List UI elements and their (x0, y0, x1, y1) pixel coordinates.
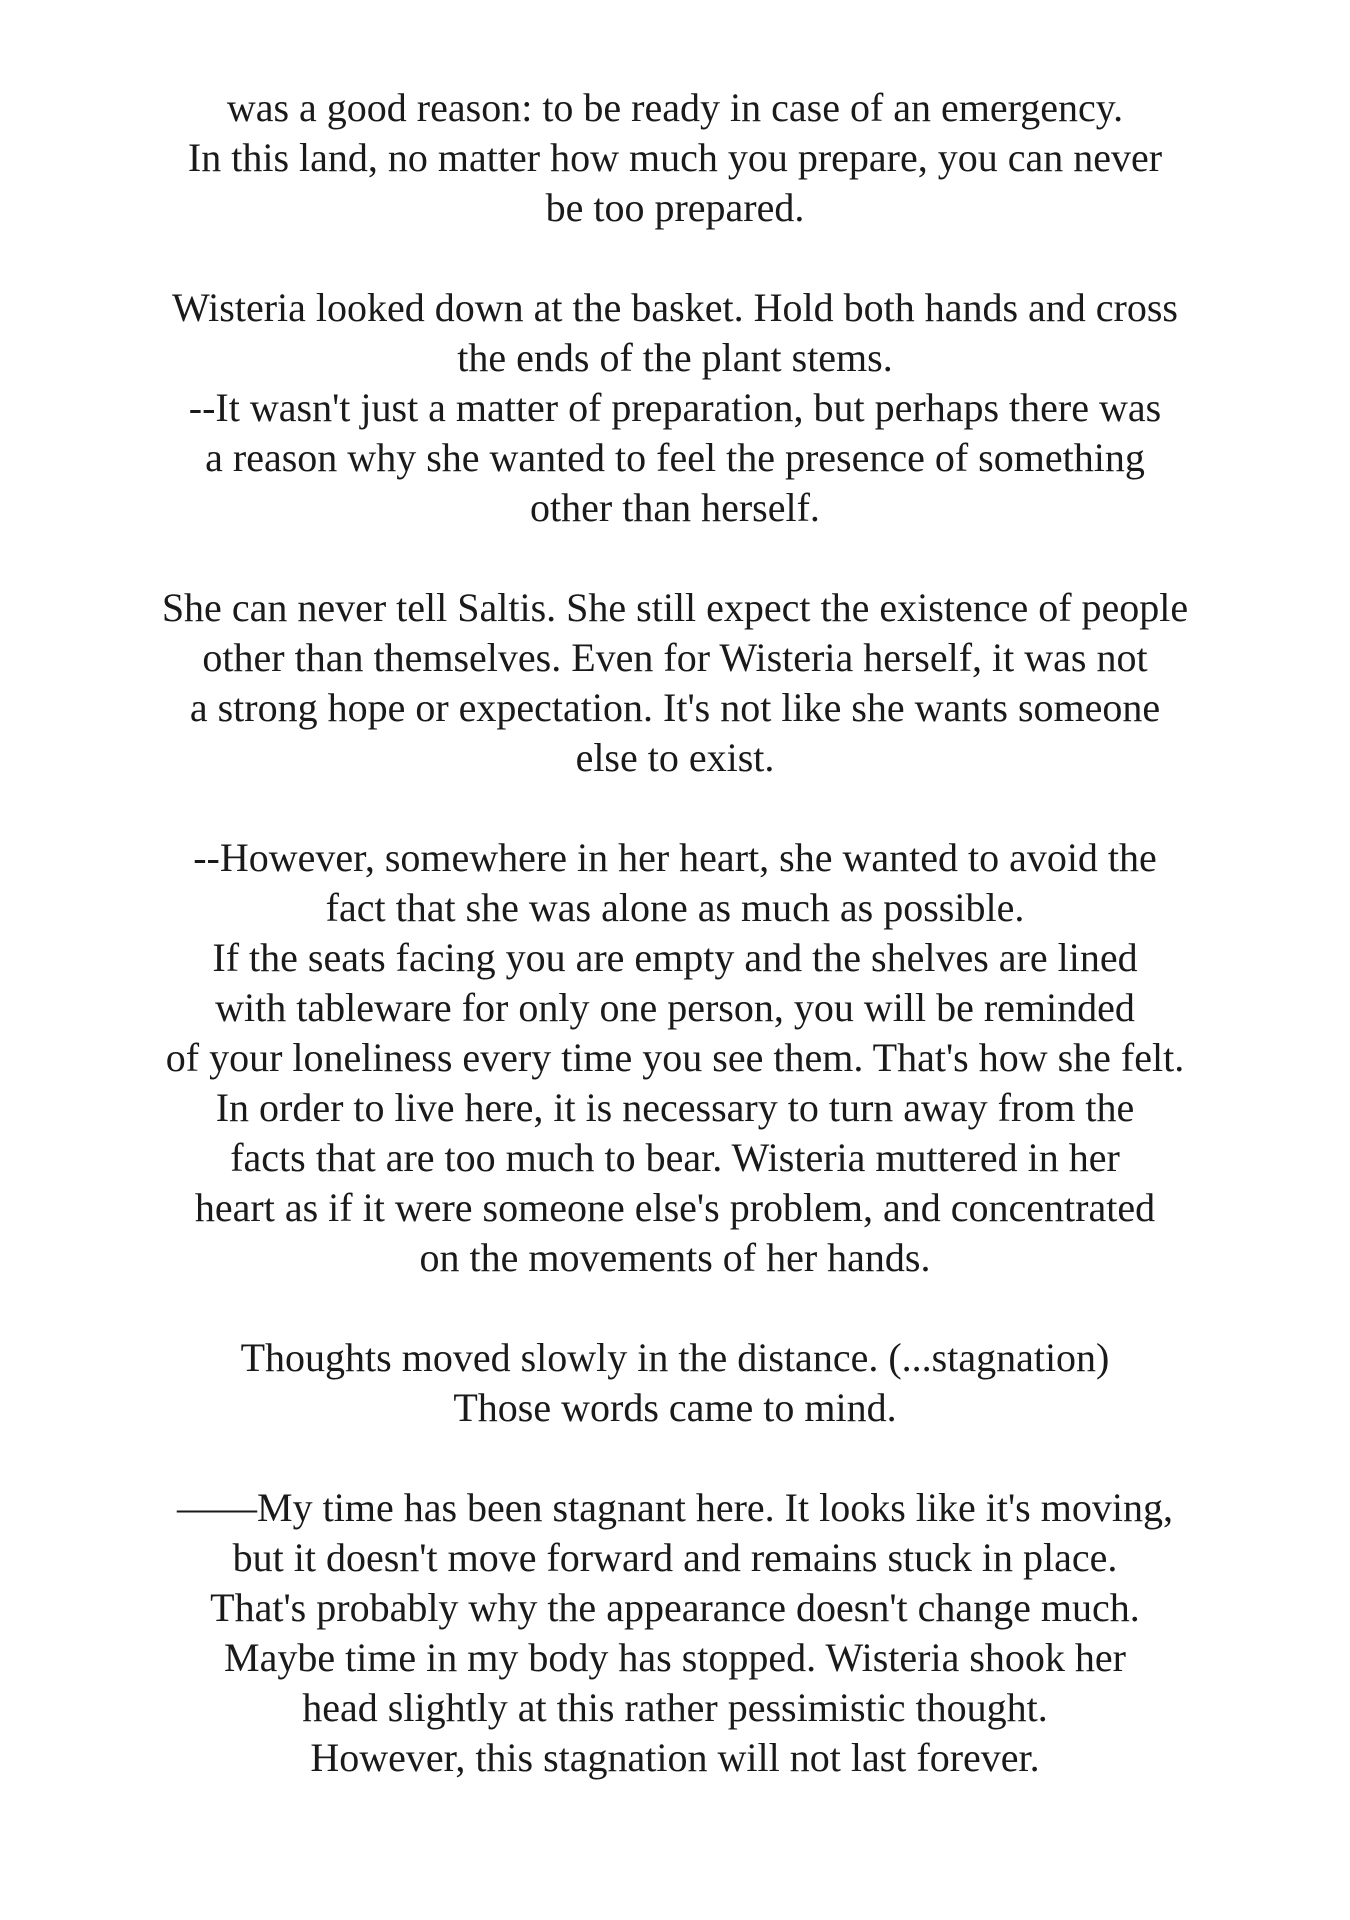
paragraph (0, 1333, 1350, 1433)
paragraph (0, 583, 1350, 783)
text-line: of your loneliness every time you see them. That's how she felt. (165, 1035, 1185, 1080)
text-line: Those words came to mind. (453, 1385, 897, 1430)
text-line: In order to live here, it is necessary to turn away from the (215, 1085, 1135, 1130)
text-line: but it doesn't move forward and remains stuck in place. (232, 1535, 1118, 1580)
text-line: with tableware for only one person, you will be reminded (215, 985, 1135, 1030)
text-line: facts that are too much to bear. Wisteria muttered in her (230, 1135, 1120, 1180)
text-line: ——My time has been stagnant here. It looks like it's moving, (177, 1485, 1173, 1530)
text-line: the ends of the plant stems. (457, 335, 893, 380)
paragraph (0, 1483, 1350, 1783)
text-line: She can never tell Saltis. She still expect the existence of people (161, 585, 1189, 630)
text-line: other than herself. (530, 485, 820, 530)
text-line: a reason why she wanted to feel the presence of something (205, 435, 1145, 480)
text-line: --However, somewhere in her heart, she wanted to avoid the (193, 835, 1157, 880)
text-line: However, this stagnation will not last forever. (310, 1735, 1040, 1780)
text-line: be too prepared. (545, 185, 805, 230)
text-line: on the movements of her hands. (419, 1235, 931, 1280)
text-line: That's probably why the appearance doesn't change much. (210, 1585, 1140, 1630)
text-line: In this land, no matter how much you prepare, you can never (187, 135, 1163, 180)
text-line: a strong hope or expectation. It's not like she wants someone (189, 685, 1161, 730)
text-line: other than themselves. Even for Wisteria herself, it was not (202, 635, 1148, 680)
text-line: Thoughts moved slowly in the distance. (...stagnation) (240, 1335, 1110, 1380)
text-line: Wisteria looked down at the basket. Hold both hands and cross (172, 285, 1178, 330)
text-line: heart as if it were someone else's problem, and concentrated (194, 1185, 1156, 1230)
text-line: If the seats facing you are empty and the shelves are lined (212, 935, 1138, 980)
paragraph (0, 83, 1350, 233)
text-line: Maybe time in my body has stopped. Wisteria shook her (224, 1635, 1126, 1680)
paragraph (0, 833, 1350, 1283)
text-line: else to exist. (575, 735, 775, 780)
text-line: --It wasn't just a matter of preparation, but perhaps there was (188, 385, 1162, 430)
text-line: head slightly at this rather pessimistic thought. (302, 1685, 1048, 1730)
document-page (0, 83, 1350, 1833)
text-line: was a good reason: to be ready in case of an emergency. (226, 85, 1124, 130)
paragraph (0, 283, 1350, 533)
text-line: fact that she was alone as much as possible. (325, 885, 1025, 930)
